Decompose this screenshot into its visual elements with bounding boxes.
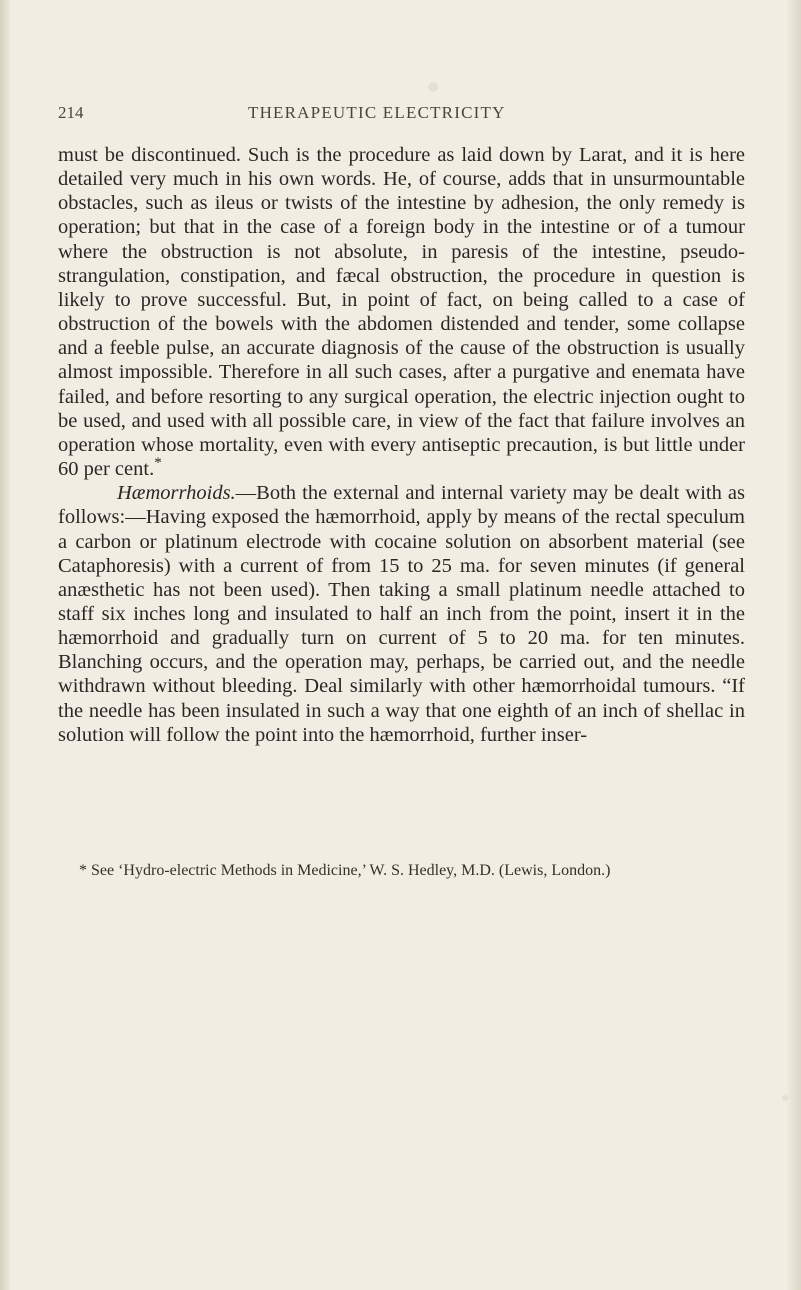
paragraph-2-heading: Hæmorrhoids. [117, 482, 236, 505]
paragraph-1 [58, 143, 745, 481]
footnote-marker: * [154, 455, 162, 472]
paragraph-2-text: —Both the external and internal variety may be dealt with as follows:—Having exposed the hæmorrhoid, apply by means of the rectal speculum a carbon or platinum electrode with cocaine solution on absorbent material (see Cataphoresis) with a current of from 15 to 25 ma. for seven minutes (if general anæsthetic has not been used). Then taking a small platinum needle attached to staff six inches long and insulated to half an inch from the point, insert it in the hæmorrhoid and gradually turn on current of 5 to 20 ma. for ten minutes. Blanching occurs, and the operation may, perhaps, be carried out, and the needle withdrawn without bleeding. Deal similarly with other hæmorrhoidal tumours. “If the needle has been insulated in such a way that one eighth of an inch of shellac in solution will follow the point into the hæmorrhoid, further inser- [58, 482, 745, 746]
running-title: THERAPEUTIC ELECTRICITY [248, 103, 506, 122]
footnote: * See ‘Hydro-electric Methods in Medicine,’ W. S. Hedley, M.D. (Lewis, London.) [79, 862, 611, 879]
paragraph-1-text: must be discontinued. Such is the procedure as laid down by Larat, and it is here detailed very much in his own words. He, of course, adds that in unsurmountable obstacles, such as ileus or twists of the intestine by adhesion, the only remedy is operation; but that in the case of a foreign body in the intestine or of a tumour where the obstruction is not absolute, in paresis of the intestine, pseudo-strangulation, constipation, and fæcal obstruction, the procedure in question is likely to prove successful. But, in point of fact, on being called to a case of obstruction of the bowels with the abdomen distended and tender, some collapse and a feeble pulse, an accurate diagnosis of the cause of the obstruction is usually almost impossible. Therefore in all such cases, after a purgative and enemata have failed, and before resorting to any surgical operation, the electric injection ought to be used, and used with all possible care, in view of the fact that failure involves an operation whose mortality, even with every antiseptic precaution, is but little under 60 per cent. [58, 144, 745, 481]
paper-spot [428, 82, 438, 92]
body-text [58, 143, 745, 747]
page-number: 214 [58, 103, 84, 122]
paper-spot [782, 1095, 788, 1101]
right-page-edge [787, 0, 801, 1290]
left-page-edge [0, 0, 10, 1290]
paragraph-2 [58, 481, 745, 747]
